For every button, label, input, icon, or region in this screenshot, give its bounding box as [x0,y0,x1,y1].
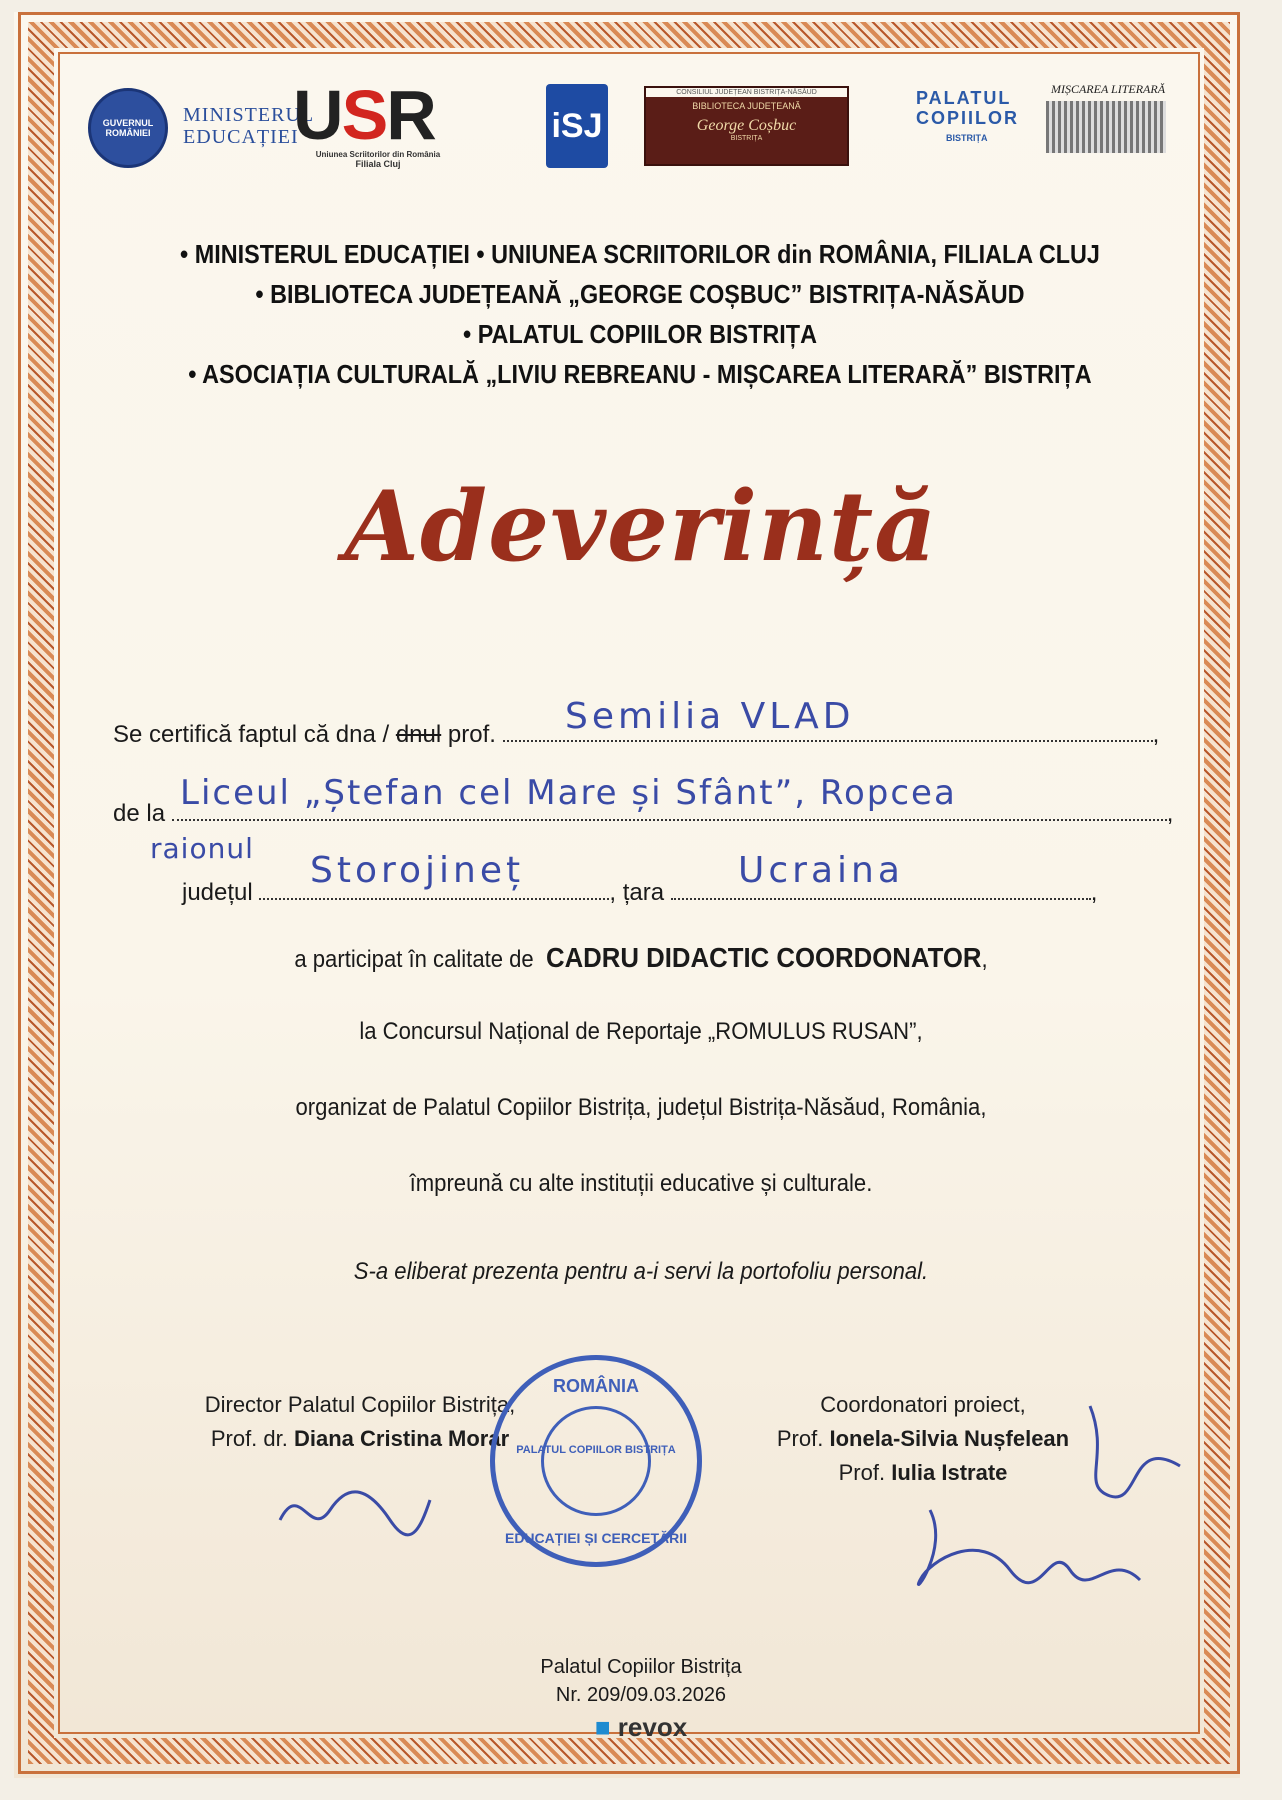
coordinators-title: Coordonatori proiect, [820,1392,1026,1417]
location-line: județul , țara , [182,876,1097,907]
director-name: Diana Cristina Morar [294,1426,510,1451]
handwritten-name: Semilia VLAD [565,696,855,737]
newspaper-image [1046,101,1166,153]
handwritten-country: Ucraina [738,850,904,891]
handwritten-school: Liceul „Ștefan cel Mare și Sfânt”, Ropcea [180,773,957,813]
usr-branch: Filiala Cluj [355,159,401,169]
palat-logo [876,88,1020,148]
ministry-line2: EDUCAȚIEI [183,126,299,148]
official-stamp [490,1355,702,1567]
logos-row [88,76,1178,200]
footer-number: Nr. 209/09.03.2026 [555,1684,727,1706]
partners-line: împreună cu alte instituții educative și culturale. [409,1170,873,1197]
footer-institution: Palatul Copiilor Bistrița [540,1656,742,1678]
miscarea-title: MIȘCAREA LITERARĂ [1050,82,1166,96]
coordinator1-signature [1070,1396,1190,1506]
county-label: județul [182,879,253,906]
organizer-line: • MINISTERUL EDUCAȚIEI • UNIUNEA SCRIITORILOR din ROMÂNIA, FILIALA CLUJ [180,239,1100,269]
from-label: de la [113,800,166,827]
stamp-crest-icon [541,1406,651,1516]
library-logo [644,86,849,166]
coordinators-signature-block: Coordonatori proiect, Prof. Ionela-Silvia Nușfelean Prof. Iulia Istrate [758,1388,1088,1490]
usr-mark: USR [293,76,435,154]
ministry-line1: MINISTERUL [183,104,315,126]
organizers-list [136,234,1144,394]
purpose-line: S-a eliberat prezenta pentru a-i servi la portofoliu personal. [353,1258,929,1285]
organizer-line: organizat de Palatul Copiilor Bistrița, județul Bistrița-Năsăud, România, [295,1094,987,1121]
contest-line: la Concursul Național de Reportaje „ROMULUS RUSAN”, [359,1018,923,1045]
usr-subtitle: Uniunea Scriitorilor din România [315,150,441,159]
stamp-top-text: ROMÂNIA [553,1376,639,1396]
stamp-middle-text: PALATUL COPIILOR BISTRIȚA [516,1444,676,1456]
isj-logo: iSJ [546,84,608,168]
palat-city: BISTRIȚA [946,133,988,143]
document-title: Adeverință [344,470,938,583]
handwritten-county: Storojineț [310,850,525,891]
library-council: CONSILIUL JUDEȚEAN BISTRIȚA-NĂSĂUD [646,88,847,97]
prof-label: prof. [447,721,496,748]
director-title: Director Palatul Copiilor Bistrița, [204,1392,516,1417]
role-prefix: a participat în calitate de [294,946,534,973]
handwritten-district: raionul [150,832,254,865]
library-label: BIBLIOTECA JUDEȚEANĂ [692,101,801,111]
organizer-line: • ASOCIAȚIA CULTURALĂ „LIVIU REBREANU - MIȘCAREA LITERARĂ” BISTRIȚA [188,359,1092,389]
country-label: țara [622,879,665,906]
library-name: George Coșbuc [696,117,797,134]
printer-icon: ■ [594,1712,611,1742]
coordinator2-signature [890,1500,1150,1610]
school-line: de la , [113,797,1173,828]
palat-line1: PALATUL [916,88,1012,108]
director-signature [270,1470,440,1550]
coordinator2-name: Iulia Istrate [891,1460,1008,1485]
role-line: a participat în calitate de CADRU DIDACTIC COORDONATOR, [294,942,988,973]
coordinator1-name: Ionela-Silvia Nușfelean [829,1426,1070,1451]
role-value: CADRU DIDACTIC COORDONATOR [545,942,982,973]
dnul-struck: dnul [395,721,442,748]
palat-line2: COPIILOR [916,108,1020,128]
stamp-bottom-text: EDUCAȚIEI ȘI CERCETĂRII [504,1530,687,1546]
miscarea-logo [1046,82,1170,153]
library-city: BISTRIȚA [730,135,763,142]
government-seal-icon: GUVERNUL ROMÂNIEI [88,88,168,168]
director-signature-block: Director Palatul Copiilor Bistrița, Prof. dr. Diana Cristina Morar [190,1388,530,1456]
certify-line: Se certifică faptul că dna / dnul prof. , [113,718,1159,749]
organizer-line: • BIBLIOTECA JUDEȚEANĂ „GEORGE COȘBUC” BISTRIȚA-NĂSĂUD [255,279,1025,309]
printer-logo: ■ revox [594,1712,688,1742]
certify-prefix: Se certifică faptul că dna / [113,721,390,748]
usr-logo [293,76,463,169]
organizer-line: • PALATUL COPIILOR BISTRIȚA [462,319,817,349]
